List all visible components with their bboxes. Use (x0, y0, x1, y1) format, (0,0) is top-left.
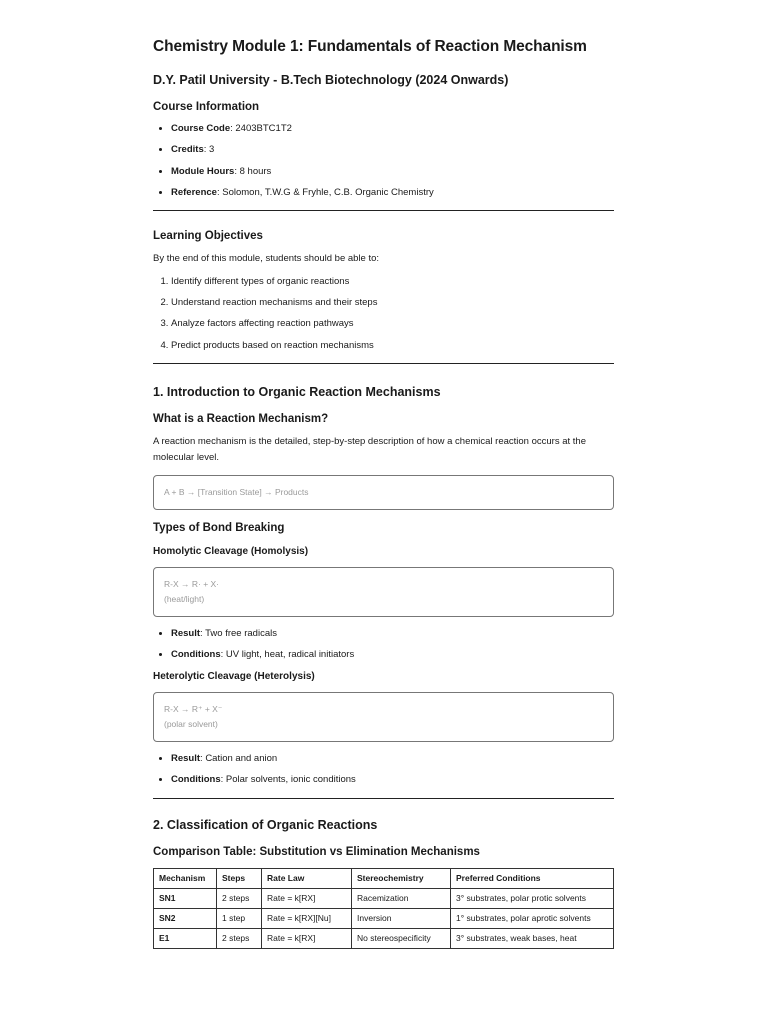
objective-item: 3. Analyze factors affecting reaction pathways (171, 317, 614, 331)
item-value: : Two free radicals (200, 627, 277, 639)
page-title: Chemistry Module 1: Fundamentals of Reaction Mechanism (153, 38, 587, 55)
mechanism-code-block (153, 475, 614, 510)
objective-item: 2. Understand reaction mechanisms and their steps (171, 296, 614, 310)
document-content (153, 36, 614, 949)
course-info-item (171, 143, 614, 157)
page-subtitle: D.Y. Patil University - B.Tech Biotechnology (2024 Onwards) (153, 73, 509, 87)
code-line: A + B → [Transition State] → Products (164, 486, 309, 497)
table-row (154, 929, 614, 949)
code-line: (heat/light) (164, 593, 205, 604)
course-info-item (171, 165, 614, 179)
homolytic-item (171, 648, 614, 662)
table-cell: SN1 (154, 889, 217, 909)
table-cell: SN2 (154, 909, 217, 929)
homolytic-heading: Homolytic Cleavage (Homolysis) (153, 545, 309, 557)
heterolytic-item (171, 752, 614, 766)
comparison-table (153, 868, 614, 949)
mechanism-definition-heading: What is a Reaction Mechanism? (153, 412, 329, 425)
homolytic-list (153, 627, 614, 662)
code-line: (polar solvent) (164, 719, 218, 730)
table-cell: No stereospecificity (352, 929, 451, 949)
course-info-label: Course Code (171, 123, 231, 134)
item-value: : Polar solvents, ionic conditions (220, 774, 356, 786)
table-row (154, 909, 614, 929)
column-header: Stereochemistry (352, 869, 451, 889)
table-cell: Inversion (352, 909, 451, 929)
item-label: Conditions (171, 774, 221, 786)
table-cell: 2 steps (217, 929, 262, 949)
table-cell: Rate = k[RX] (262, 929, 352, 949)
divider (153, 363, 614, 364)
table-header-row (154, 869, 614, 889)
item-label: Result (171, 627, 201, 639)
table-cell: 1 step (217, 909, 262, 929)
column-header: Steps (217, 869, 262, 889)
heterolytic-code-block (153, 692, 614, 742)
homolytic-item (171, 627, 614, 641)
objective-item: 4. Predict products based on reaction mechanisms (171, 339, 614, 353)
course-info-list (153, 122, 614, 200)
table-cell: Racemization (352, 889, 451, 909)
homolytic-code-block (153, 567, 614, 617)
table-row (154, 889, 614, 909)
objectives-list (153, 275, 614, 353)
comparison-table-heading: Comparison Table: Substitution vs Elimination Mechanisms (153, 846, 480, 859)
item-value: : UV light, heat, radical initiators (220, 649, 355, 661)
column-header: Mechanism (154, 869, 217, 889)
item-value: : Cation and anion (200, 753, 278, 765)
column-header: Preferred Conditions (451, 869, 614, 889)
objective-item: 1. Identify different types of organic reactions (171, 275, 614, 289)
course-info-heading: Course Information (153, 101, 260, 113)
course-info-value: : Solomon, T.W.G & Fryhle, C.B. Organic Chemistry (216, 186, 434, 198)
course-info-value: : 8 hours (234, 165, 272, 177)
objectives-intro: By the end of this module, students should be able to: (153, 252, 380, 264)
column-header: Rate Law (262, 869, 352, 889)
table-cell: 3° substrates, polar protic solvents (451, 889, 614, 909)
course-info-value: : 3 (203, 144, 215, 156)
course-info-label: Credits (171, 144, 204, 156)
table-cell: 3° substrates, weak bases, heat (451, 929, 614, 949)
table-cell: Rate = k[RX] (262, 889, 352, 909)
item-label: Result (171, 753, 201, 765)
course-info-item (171, 122, 614, 136)
heterolytic-list (153, 752, 614, 787)
bond-breaking-heading: Types of Bond Breaking (153, 521, 285, 534)
heterolytic-heading: Heterolytic Cleavage (Heterolysis) (153, 671, 315, 683)
code-line: R-X → R⁺ + X⁻ (164, 704, 223, 715)
section2-heading: 2. Classification of Organic Reactions (153, 818, 378, 833)
code-line: R-X → R· + X· (164, 578, 220, 589)
course-info-value: : 2403BTC1T2 (230, 123, 292, 134)
course-info-label: Reference (171, 186, 217, 198)
table-cell: 2 steps (217, 889, 262, 909)
mechanism-definition-text: A reaction mechanism is the detailed, step-by-step description of how a chemical reaction occurs at the molecular level. (153, 435, 586, 463)
objectives-heading: Learning Objectives (153, 229, 263, 242)
item-label: Conditions (171, 649, 221, 661)
table-cell: E1 (154, 929, 217, 949)
divider (153, 798, 614, 799)
course-info-item (171, 186, 614, 200)
section1-heading: 1. Introduction to Organic Reaction Mechanisms (153, 384, 441, 399)
table-cell: Rate = k[RX][Nu] (262, 909, 352, 929)
divider (153, 210, 614, 211)
heterolytic-item (171, 773, 614, 787)
table-cell: 1° substrates, polar aprotic solvents (451, 909, 614, 929)
course-info-label: Module Hours (171, 165, 235, 177)
